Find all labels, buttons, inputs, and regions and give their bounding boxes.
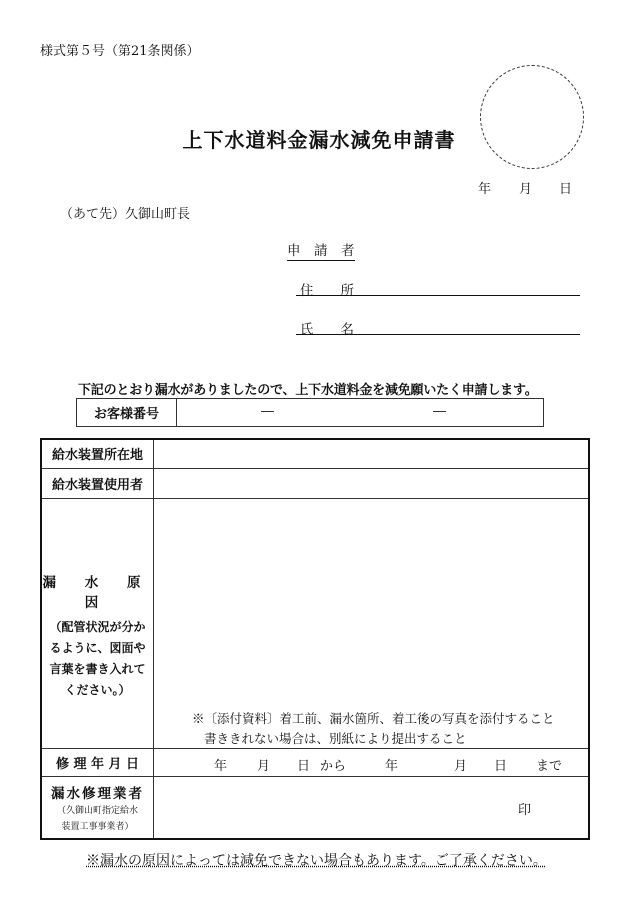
form-number: 様式第５号（第21条関係） <box>40 44 200 59</box>
leak-cause-label: 漏 水 原 因 <box>42 575 153 611</box>
device-user-field[interactable] <box>154 468 590 498</box>
repair-date-label: 修 理 年 月 日 <box>41 748 154 776</box>
leak-cause-field[interactable] <box>154 498 590 748</box>
contractor-note: （久御山町指定給水 装置工事事業者） <box>56 805 138 832</box>
document-title: 上下水道料金漏水減免申請書 <box>182 128 456 152</box>
application-table <box>40 438 590 840</box>
customer-number-label: お客様番号 <box>77 399 177 427</box>
repair-to-year: 年 <box>385 758 399 774</box>
contractor-field[interactable] <box>154 776 590 839</box>
device-location-field[interactable] <box>154 439 590 468</box>
repair-to-month: 月 <box>454 758 468 774</box>
attachment-note-1: ※〔添付資料〕着工前、漏水箇所、着工後の写真を添付すること <box>192 710 555 726</box>
customer-number-table <box>76 398 544 427</box>
repair-from-year: 年 <box>214 758 228 774</box>
leak-cause-label-cell <box>41 498 154 748</box>
customer-number-dash-1: ― <box>261 404 274 419</box>
name-field[interactable] <box>296 334 580 335</box>
repair-from-day: 日 <box>297 758 311 774</box>
customer-number-dash-2: ― <box>433 404 446 419</box>
address-label: 住 所 <box>300 283 354 299</box>
request-statement: 下記のとおり漏水がありましたので、上下水道料金を減免願いたく申請します。 <box>78 383 538 398</box>
name-label: 氏 名 <box>300 322 354 338</box>
contractor-label-cell <box>41 776 154 839</box>
receipt-stamp-circle <box>480 65 584 169</box>
footnote: ※漏水の原因によっては減免できない場合もあります。ご了承ください。 <box>86 853 547 869</box>
attachment-note-2: 書ききれない場合は、別紙により提出すること <box>204 730 467 746</box>
repair-to-made: まで <box>536 758 563 774</box>
date-month-label: 月 <box>519 182 533 197</box>
device-location-label: 給水装置所在地 <box>41 439 154 468</box>
device-user-label: 給水装置使用者 <box>41 468 154 498</box>
repair-from-kara: から <box>320 758 347 774</box>
applicant-heading: 申 請 者 <box>287 239 355 261</box>
leak-cause-note: （配管状況が分か るように、図面や 言葉を書き入れて ください。） <box>49 620 146 697</box>
contractor-label: 漏水修理業者 <box>51 785 144 802</box>
customer-number-field[interactable] <box>177 399 544 427</box>
repair-to-day: 日 <box>494 758 508 774</box>
date-day-label: 日 <box>559 182 573 197</box>
repair-date-field[interactable] <box>154 748 590 776</box>
addressee: （あて先）久御山町長 <box>60 207 191 222</box>
date-year-label: 年 <box>478 182 492 197</box>
repair-from-month: 月 <box>257 758 271 774</box>
seal-mark: 印 <box>518 802 532 818</box>
address-field[interactable] <box>296 295 580 296</box>
